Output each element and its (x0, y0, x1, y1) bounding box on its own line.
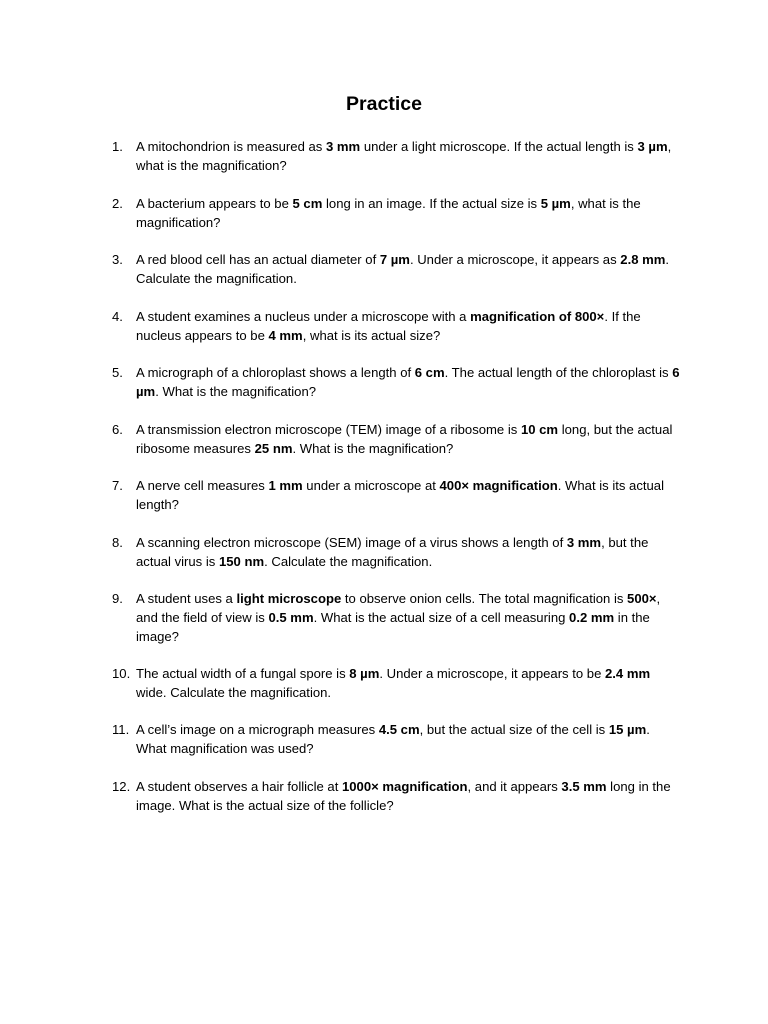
question-text-segment: long in an image. If the actual size is (322, 196, 541, 211)
question-value: 8 µm (349, 666, 380, 681)
question-number: 5. (112, 365, 123, 380)
question-text (136, 720, 682, 758)
question-text-segment: , what is the magnification? (136, 196, 641, 230)
question-text-segment: in the image? (136, 610, 650, 644)
question-text (136, 420, 682, 458)
question-text-segment: A scanning electron microscope (SEM) image of a virus shows a length of (136, 535, 567, 550)
question-text-segment: . Under a microscope, it appears as (409, 252, 621, 267)
question-value: 6 µm (136, 365, 680, 399)
question-text (136, 137, 682, 175)
question-value: 15 µm (608, 722, 647, 737)
question-text-segment: , and it appears (467, 779, 562, 794)
question-value: 3 mm (325, 139, 361, 154)
question-text-segment: wide. Calculate the magnification. (136, 685, 332, 700)
question-text-segment: . What is the actual size of a cell measuring (313, 610, 570, 625)
question-number: 6. (112, 422, 123, 437)
question-text-segment: The actual width of a fungal spore is (136, 666, 350, 681)
question-text-segment: . Calculate the magnification. (136, 252, 670, 286)
question-text (136, 664, 682, 702)
question-value: 5 cm (292, 196, 323, 211)
question-text-segment: A transmission electron microscope (TEM) image of a ribosome is (136, 422, 521, 437)
question-value: 5 µm (540, 196, 571, 211)
question-text-segment: A cell’s image on a micrograph measures (136, 722, 379, 737)
question-text-segment: long in the image. What is the actual size of the follicle? (136, 779, 671, 813)
question-text-segment: , what is the magnification? (136, 139, 672, 173)
question-text-segment: . What is the magnification? (292, 441, 454, 456)
question-text-segment: , and the field of view is (136, 591, 661, 625)
question-value: 150 nm (218, 554, 265, 569)
question-text-segment: . If the nucleus appears to be (136, 309, 641, 343)
question-number: 4. (112, 309, 123, 324)
question-text-segment: to observe onion cells. The total magnification is (341, 591, 628, 606)
question-text-segment: A student observes a hair follicle at (136, 779, 342, 794)
question-text-segment: A mitochondrion is measured as (136, 139, 326, 154)
question-text (136, 250, 682, 288)
question-text-segment: A student examines a nucleus under a microscope with a (136, 309, 471, 324)
question-number: 8. (112, 535, 123, 550)
question-text (136, 589, 682, 646)
question-number: 12. (112, 779, 131, 794)
question-text-segment: A red blood cell has an actual diameter of (136, 252, 380, 267)
question-text-segment: A nerve cell measures (136, 478, 269, 493)
question-text-segment: , but the actual virus is (136, 535, 649, 569)
question-text (136, 476, 682, 514)
question-value: 3.5 mm (561, 779, 607, 794)
question-text-segment: long, but the actual ribosome measures (136, 422, 673, 456)
question-value: 4 mm (268, 328, 303, 343)
question-value: 6 cm (414, 365, 445, 380)
question-text-segment: A student uses a (136, 591, 237, 606)
question-value: 2.8 mm (620, 252, 666, 267)
question-text-segment: . Calculate the magnification. (264, 554, 433, 569)
question-text-segment: . The actual length of the chloroplast is (444, 365, 673, 380)
question-text (136, 777, 682, 815)
question-text-segment: under a microscope at (302, 478, 440, 493)
question-text-segment: under a light microscope. If the actual length is (360, 139, 638, 154)
question-text-segment: , but the actual size of the cell is (419, 722, 609, 737)
page-title: Practice (346, 93, 422, 115)
question-number: 11. (112, 722, 130, 737)
question-text (136, 363, 682, 401)
question-value: magnification of 800× (470, 309, 605, 324)
question-text-segment: . Under a microscope, it appears to be (379, 666, 605, 681)
question-text-segment: . What is the magnification? (155, 384, 317, 399)
question-value: 4.5 cm (378, 722, 420, 737)
question-number: 10. (112, 666, 131, 681)
question-value: 25 nm (254, 441, 293, 456)
question-text (136, 194, 682, 232)
question-value: light microscope (236, 591, 342, 606)
question-value: 3 µm (637, 139, 668, 154)
question-number: 7. (112, 478, 123, 493)
question-number: 1. (112, 139, 123, 154)
question-number: 3. (112, 252, 123, 267)
question-text-segment: A bacterium appears to be (136, 196, 293, 211)
question-value: 0.2 mm (569, 610, 615, 625)
question-text-segment: . What magnification was used? (136, 722, 650, 756)
question-value: 3 mm (566, 535, 602, 550)
question-text-segment: , what is its actual size? (302, 328, 441, 343)
question-value: 400× magnification (439, 478, 558, 493)
question-text (136, 533, 682, 571)
question-value: 500× (627, 591, 657, 606)
question-text-segment: A micrograph of a chloroplast shows a length of (136, 365, 415, 380)
question-value: 0.5 mm (268, 610, 314, 625)
question-text-segment: . What is its actual length? (136, 478, 664, 512)
question-number: 2. (112, 196, 123, 211)
question-number: 9. (112, 591, 123, 606)
question-value: 10 cm (520, 422, 559, 437)
question-value: 7 µm (379, 252, 410, 267)
question-value: 1 mm (268, 478, 303, 493)
question-text (136, 307, 682, 345)
question-value: 2.4 mm (605, 666, 651, 681)
question-value: 1000× magnification (341, 779, 468, 794)
